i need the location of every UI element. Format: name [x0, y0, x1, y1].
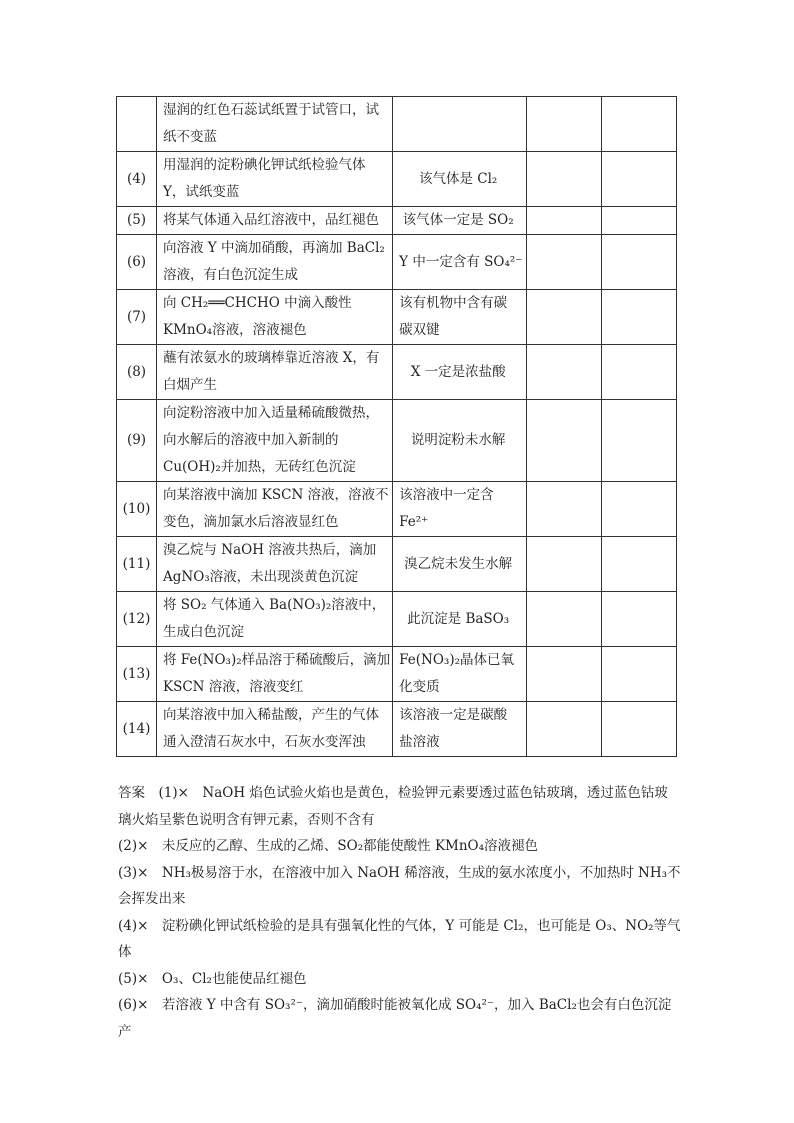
empty-cell: [527, 235, 602, 290]
experiment-cell: [157, 592, 393, 647]
empty-cell: [602, 702, 677, 757]
conclusion-text: 该溶液中一定含: [399, 487, 494, 503]
experiment-cell: [157, 207, 393, 235]
item-number: (10): [117, 482, 157, 537]
table-row: [117, 537, 677, 592]
table-row: [117, 152, 677, 207]
experiment-text: 溶液，有白色沉淀生成: [163, 267, 298, 283]
experiment-text: 蘸有浓氨水的玻璃棒靠近溶液 X，有: [163, 350, 380, 366]
empty-cell: [527, 97, 602, 152]
conclusion-text: 溴乙烷未发生水解: [404, 555, 513, 572]
answer-heading: 答案: [118, 785, 145, 801]
empty-cell: [527, 482, 602, 537]
empty-cell: [602, 97, 677, 152]
conclusion-text: X 一定是浓盐酸: [410, 363, 506, 380]
empty-cell: [527, 400, 602, 482]
experiment-text: 向 CH₂══CHCHO 中滴入酸性: [163, 295, 352, 311]
experiment-text: 向淀粉溶液中加入适量稀硫酸微热，: [163, 405, 379, 421]
item-number: (13): [117, 647, 157, 702]
experiment-cell: [157, 97, 393, 152]
experiment-cell: [157, 702, 393, 757]
empty-cell: [527, 647, 602, 702]
conclusion-cell: [393, 345, 527, 400]
experiment-cell: [157, 482, 393, 537]
empty-cell: [602, 592, 677, 647]
experiment-cell: [157, 647, 393, 702]
conclusion-cell: [393, 235, 527, 290]
conclusion-text: 盐溶液: [399, 734, 440, 750]
answer-item-1: (1)× NaOH 焰色试验火焰也是黄色，检验钾元素要透过蓝色钴玻璃，透过蓝色钴玻璃火焰呈紫色说明含有钾元素，否则不含有: [118, 785, 668, 828]
conclusion-text: 该有机物中含有碳: [399, 295, 508, 311]
conclusion-text: 碳双键: [399, 322, 440, 338]
answer-item-6: (6)× 若溶液 Y 中含有 SO₃²⁻，滴加硝酸时能被氧化成 SO₄²⁻，加入 BaCl₂也会有白色沉淀产: [118, 997, 672, 1040]
experiment-text: 通入澄清石灰水中，石灰水变浑浊: [163, 734, 366, 750]
experiment-cell: [157, 235, 393, 290]
experiment-text: 湿润的红色石蕊试纸置于试管口，试: [163, 102, 379, 118]
item-number: (14): [117, 702, 157, 757]
empty-cell: [602, 207, 677, 235]
experiment-text: AgNO₃溶液，未出现淡黄色沉淀: [163, 569, 359, 585]
empty-cell: [527, 592, 602, 647]
experiment-text: 将 Fe(NO₃)₂样品溶于稀硫酸后，滴加: [163, 652, 391, 668]
table-row: [117, 482, 677, 537]
item-number: (6): [117, 235, 157, 290]
experiment-text: 将某气体通入品红溶液中，品红褪色: [163, 212, 379, 228]
empty-cell: [602, 482, 677, 537]
table-row: [117, 235, 677, 290]
item-number: (4): [117, 152, 157, 207]
experiment-text: 生成白色沉淀: [163, 624, 244, 640]
empty-cell: [602, 290, 677, 345]
table-row: [117, 400, 677, 482]
conclusion-text: 说明淀粉未水解: [410, 432, 506, 448]
answer-paragraph: [118, 913, 681, 966]
conclusion-text: 此沉淀是 BaSO₃: [407, 610, 510, 627]
experiment-text: 纸不变蓝: [163, 129, 217, 145]
empty-cell: [602, 152, 677, 207]
experiment-cell: [157, 345, 393, 400]
experiment-cell: [157, 400, 393, 482]
conclusion-text: 该溶液一定是碳酸: [399, 707, 508, 723]
experiment-cell: [157, 537, 393, 592]
experiment-text: 溴乙烷与 NaOH 溶液共热后，滴加: [163, 542, 377, 558]
answer-paragraph: [118, 780, 681, 833]
table-row: [117, 97, 677, 152]
conclusion-text: 化变质: [399, 679, 440, 695]
experiment-text: 向水解后的溶液中加入新制的: [163, 432, 339, 448]
conclusion-text: 该气体一定是 SO₂: [402, 212, 514, 228]
experiment-text: 白烟产生: [163, 377, 217, 393]
item-number: (7): [117, 290, 157, 345]
answer-paragraph: [118, 966, 681, 993]
table-row: [117, 345, 677, 400]
empty-cell: [527, 345, 602, 400]
experiment-text: KMnO₄溶液，溶液褪色: [163, 322, 307, 338]
experiment-table: [116, 96, 677, 757]
answer-paragraph: [118, 833, 681, 860]
experiment-text: 用湿润的淀粉碘化钾试纸检验气体: [163, 157, 366, 173]
empty-cell: [527, 152, 602, 207]
conclusion-cell: [393, 647, 527, 702]
empty-cell: [602, 537, 677, 592]
table-row: [117, 702, 677, 757]
item-number: (5): [117, 207, 157, 235]
empty-cell: [527, 207, 602, 235]
conclusion-text: Fe²⁺: [399, 514, 429, 530]
table-row: [117, 592, 677, 647]
table-row: [117, 207, 677, 235]
empty-cell: [602, 400, 677, 482]
conclusion-cell: [393, 592, 527, 647]
empty-cell: [527, 290, 602, 345]
item-number: [117, 97, 157, 152]
table-row: [117, 647, 677, 702]
experiment-text: 将 SO₂ 气体通入 Ba(NO₃)₂溶液中，: [163, 597, 386, 613]
conclusion-text: Fe(NO₃)₂晶体已氧: [399, 652, 515, 668]
conclusion-cell: [393, 152, 527, 207]
empty-cell: [527, 702, 602, 757]
conclusion-cell: [393, 482, 527, 537]
conclusion-cell: [393, 537, 527, 592]
conclusion-cell: [393, 290, 527, 345]
item-number: (11): [117, 537, 157, 592]
empty-cell: [602, 345, 677, 400]
experiment-cell: [157, 152, 393, 207]
conclusion-cell: [393, 207, 527, 235]
answer-section: [118, 780, 681, 1045]
answer-paragraph: [118, 992, 681, 1045]
experiment-text: 向某溶液中加入稀盐酸，产生的气体: [163, 707, 379, 723]
empty-cell: [602, 647, 677, 702]
experiment-cell: [157, 290, 393, 345]
table-row: [117, 290, 677, 345]
empty-cell: [527, 537, 602, 592]
answer-item-2: (2)× 未反应的乙醇、生成的乙烯、SO₂都能使酸性 KMnO₄溶液褪色: [118, 838, 539, 854]
answer-item-4: (4)× 淀粉碘化钾试纸检验的是具有强氧化性的气体，Y 可能是 Cl₂，也可能是 O₃、NO₂等气体: [118, 917, 681, 960]
experiment-text: Cu(OH)₂并加热，无砖红色沉淀: [163, 459, 356, 475]
empty-cell: [602, 235, 677, 290]
experiment-text: 变色，滴加氯水后溶液显红色: [163, 514, 339, 530]
conclusion-text: 该气体是 Cl₂: [418, 170, 498, 187]
conclusion-cell: [393, 702, 527, 757]
experiment-text: KSCN 溶液，溶液变红: [163, 679, 304, 695]
conclusion-cell: [393, 400, 527, 482]
answer-paragraph: [118, 860, 681, 913]
item-number: (12): [117, 592, 157, 647]
conclusion-cell: [393, 97, 527, 152]
experiment-text: 向某溶液中滴加 KSCN 溶液，溶液不: [163, 487, 389, 503]
experiment-text: Y，试纸变蓝: [163, 184, 240, 200]
experiment-text: 向溶液 Y 中滴加硝酸，再滴加 BaCl₂: [163, 240, 385, 256]
item-number: (8): [117, 345, 157, 400]
answer-item-3: (3)× NH₃极易溶于水，在溶液中加入 NaOH 稀溶液，生成的氨水浓度小，不加热时 NH₃不会挥发出来: [118, 864, 681, 907]
conclusion-text: Y 中一定含有 SO₄²⁻: [399, 253, 523, 270]
item-number: (9): [117, 400, 157, 482]
answer-item-5: (5)× O₃、Cl₂也能使品红褪色: [118, 970, 307, 987]
